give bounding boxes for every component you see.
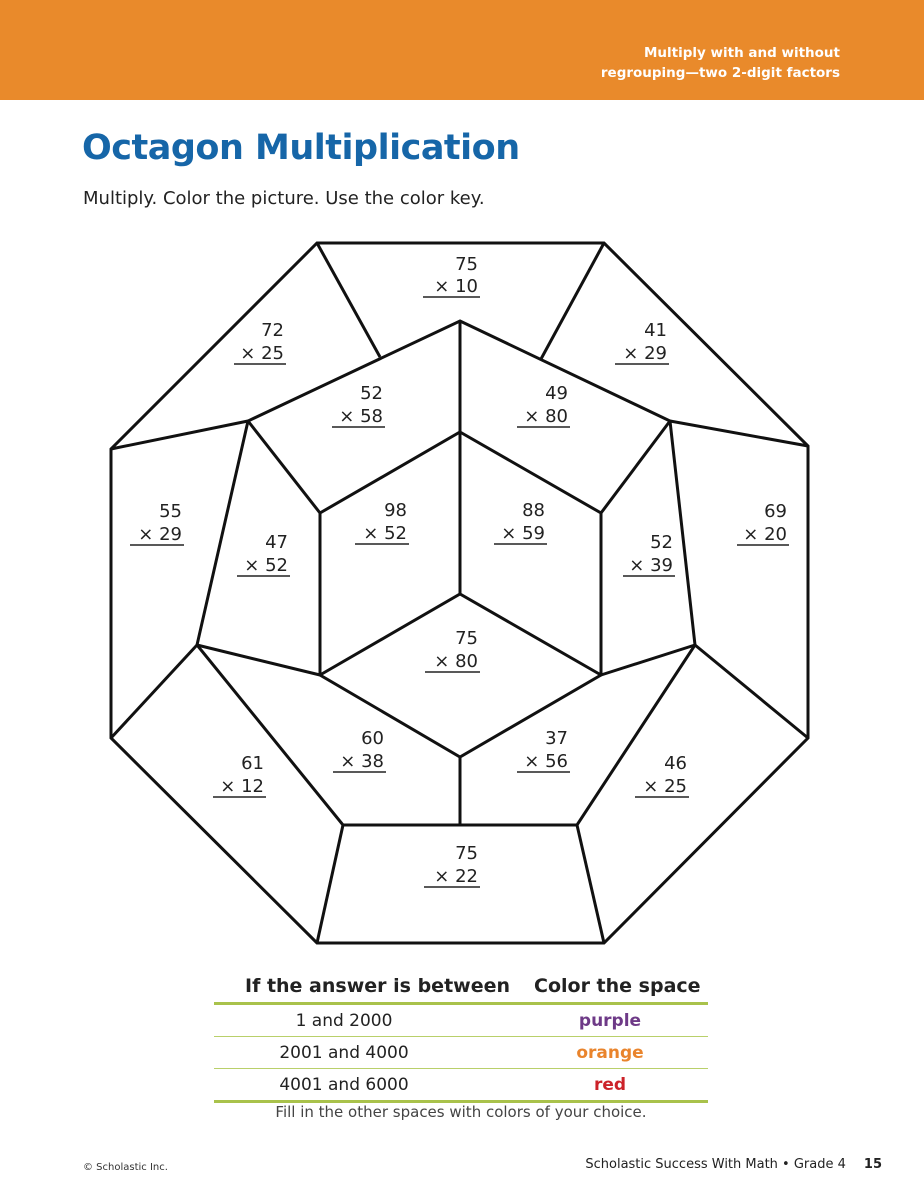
problem-center-right-factor-1: 88 [522, 500, 545, 521]
skill-label-line-1: Multiply with and without [644, 45, 840, 61]
connector-top-left [317, 243, 380, 357]
connector-top-right [541, 243, 604, 359]
problem-center-right-factor-2: × 59 [501, 523, 545, 544]
problem-lower-left-inner-factor-2: × 38 [340, 751, 384, 772]
problem-right-outer [737, 501, 789, 545]
color-key-row [214, 1005, 708, 1036]
problem-center-right [494, 500, 547, 544]
problem-left-outer-factor-2: × 29 [138, 524, 182, 545]
octagon-lines [111, 243, 808, 943]
problem-center-left [355, 500, 409, 544]
problem-lower-right-inner-factor-1: 37 [545, 728, 568, 749]
problem-lower-left-inner [333, 728, 386, 772]
problem-bottom-factor-2: × 22 [434, 866, 478, 887]
problem-top-factor-1: 75 [455, 254, 478, 275]
color-key-header [214, 972, 708, 1002]
problem-upper-right-outer [615, 320, 669, 364]
color-key-row [214, 1069, 708, 1100]
color-key-table [214, 972, 708, 1103]
problem-upper-right-outer-factor-1: 41 [644, 320, 667, 341]
connector-bottom-right [577, 825, 604, 943]
page-title: Octagon Multiplication [82, 128, 520, 168]
color-key-note: Fill in the other spaces with colors of your choice. [275, 1103, 647, 1121]
color-key-color: orange [576, 1043, 644, 1063]
problem-left-outer [130, 501, 184, 545]
problem-lower-left-outer [213, 753, 266, 797]
book-title: Scholastic Success With Math • Grade 4 [585, 1157, 846, 1172]
problem-lower-left-outer-factor-1: 61 [241, 753, 264, 774]
problem-bottom [424, 843, 480, 887]
problem-center-left-factor-1: 98 [384, 500, 407, 521]
problem-left-inner-factor-1: 47 [265, 532, 288, 553]
color-key-color: red [593, 1075, 627, 1095]
color-key-row [214, 1037, 708, 1068]
problem-left-inner-factor-2: × 52 [244, 555, 288, 576]
problem-upper-left-inner [332, 383, 385, 427]
color-key-range: 2001 and 4000 [279, 1043, 409, 1063]
problem-upper-left-inner-factor-2: × 58 [339, 406, 383, 427]
skill-label-line-2: regrouping—two 2-digit factors [600, 65, 840, 81]
connector-left-lower [111, 645, 197, 738]
problem-right-inner-factor-1: 52 [650, 532, 673, 553]
problem-upper-left-outer [234, 320, 286, 364]
page-footer [585, 1157, 882, 1172]
color-key-range: 4001 and 6000 [279, 1075, 409, 1095]
problem-right-outer-factor-1: 69 [764, 501, 787, 522]
color-key-header-color: Color the space [534, 975, 701, 997]
problem-upper-left-inner-factor-1: 52 [360, 383, 383, 404]
problem-lower-left-inner-factor-1: 60 [361, 728, 384, 749]
problem-lower-right-inner-factor-2: × 56 [524, 751, 568, 772]
problem-upper-left-outer-factor-1: 72 [261, 320, 284, 341]
connector-inner-ur [601, 421, 670, 513]
instructions: Multiply. Color the picture. Use the color key. [83, 188, 485, 209]
problem-lower-right-outer-factor-1: 46 [664, 753, 687, 774]
problem-left-inner [237, 532, 290, 576]
problem-top [423, 254, 480, 297]
connector-right-lower [695, 645, 808, 738]
page-number: 15 [863, 1157, 882, 1172]
problem-upper-right-inner-factor-1: 49 [545, 383, 568, 404]
color-key-header-range: If the answer is between [245, 975, 510, 997]
problem-upper-left-outer-factor-2: × 25 [240, 343, 284, 364]
connector-inner-ul [248, 421, 320, 513]
color-key-range: 1 and 2000 [295, 1011, 393, 1031]
problem-bottom-factor-1: 75 [455, 843, 478, 864]
problem-top-factor-2: × 10 [434, 276, 478, 297]
problem-lower-left-outer-factor-2: × 12 [220, 776, 264, 797]
connector-left-upper [111, 421, 248, 449]
problem-right-outer-factor-2: × 20 [743, 524, 787, 545]
problem-center-bottom [425, 628, 480, 672]
problem-upper-right-inner-factor-2: × 80 [524, 406, 568, 427]
problem-upper-right-inner [517, 383, 570, 427]
problem-right-inner-factor-2: × 39 [629, 555, 673, 576]
problem-upper-right-outer-factor-2: × 29 [623, 343, 667, 364]
connector-bottom-left [317, 825, 343, 943]
connector-inner-ll [197, 645, 320, 675]
connector-inner-lr [601, 645, 695, 675]
problem-left-outer-factor-1: 55 [159, 501, 182, 522]
problem-center-bottom-factor-1: 75 [455, 628, 478, 649]
problem-lower-right-outer [635, 753, 689, 797]
problem-lower-right-inner [517, 728, 570, 772]
copyright: © Scholastic Inc. [83, 1162, 168, 1173]
problem-center-bottom-factor-2: × 80 [434, 651, 478, 672]
problem-center-left-factor-2: × 52 [363, 523, 407, 544]
problem-lower-right-outer-factor-2: × 25 [643, 776, 687, 797]
color-key-color: purple [578, 1011, 642, 1031]
problem-right-inner [623, 532, 675, 576]
